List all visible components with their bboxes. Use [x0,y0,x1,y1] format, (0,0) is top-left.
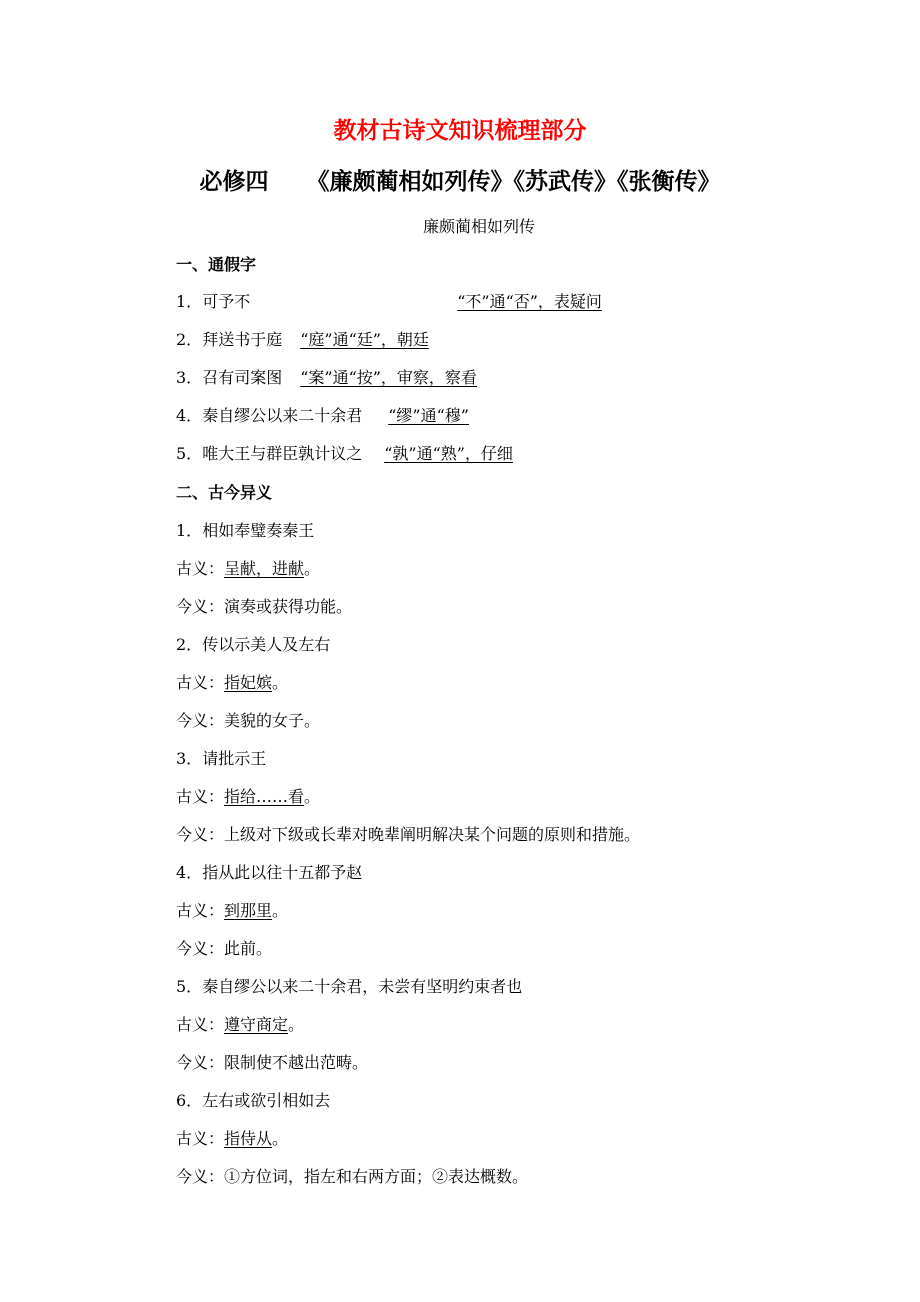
item-answer: “孰”通“熟”，仔细 [384,444,513,463]
ancient-meaning: 古义：遵守商定。 [176,1015,305,1034]
ancient-value: 到那里 [224,901,273,920]
item-number: 3． [176,368,203,387]
modern-label: 今义： [176,1167,225,1186]
section-title: 廉颇蔺相如列传 [422,217,535,236]
item-sentence: 秦自缪公以来二十余君，未尝有坚明约束者也 [202,977,523,996]
item-number: 1． [176,292,203,311]
ancient-value: 指妃嫔 [224,673,273,692]
item-sentence: 指从此以往十五都予赵 [202,863,363,882]
item-number: 4． [176,863,203,882]
ancient-value: 指给……看 [224,787,305,806]
modern-value: 演奏或获得功能。 [224,597,353,616]
ancient-meaning: 古义：指妃嫔。 [176,673,289,692]
modern-value: 美貌的女子。 [224,711,321,730]
modern-value: 此前。 [224,939,273,958]
modern-label: 今义： [176,597,225,616]
modern-label: 今义： [176,1053,225,1072]
item-text: 唯大王与群臣孰计议之 [202,444,363,463]
section-heading-gujinyiyi: 二、古今异义 [176,483,273,502]
modern-label: 今义： [176,939,225,958]
item-text: 召有司案图 [202,368,283,387]
item-text: 拜送书于庭 [202,330,283,349]
ancient-value: 指侍从 [224,1129,273,1148]
modern-value: ①方位词，指左和右两方面；②表达概数。 [224,1167,529,1186]
ancient-meaning: 古义：呈献，进献。 [176,559,321,578]
sub-title-texts: 《廉颇蔺相如列传》《苏武传》《张衡传》 [306,169,721,195]
item-answer: “不”通“否”，表疑问 [457,292,602,311]
ancient-meaning: 古义：指侍从。 [176,1129,289,1148]
item-number: 3． [176,749,203,768]
ancient-label: 古义： [176,673,225,692]
sub-title-volume: 必修四 [199,169,269,195]
main-title: 教材古诗文知识梳理部分 [333,118,587,144]
modern-meaning [176,710,320,732]
modern-meaning [176,596,352,618]
ancient-meaning: 古义：指给……看。 [176,787,321,806]
list-item [176,291,602,313]
item-sentence: 请批示王 [202,749,267,768]
list-item [176,329,429,351]
list-item [176,367,477,389]
modern-meaning [176,938,272,960]
item-answer: “庭”通“廷”，朝廷 [300,330,429,349]
item-text: 可予不 [202,292,251,311]
list-item [176,862,362,884]
item-number: 5． [176,977,203,996]
item-number: 2． [176,635,203,654]
modern-value: 上级对下级或长辈对晚辈阐明解决某个问题的原则和措施。 [224,825,641,844]
ancient-value: 呈献，进献 [224,559,305,578]
item-number: 1． [176,521,203,540]
sub-title [0,163,920,196]
item-number: 2． [176,330,203,349]
item-number: 6． [176,1091,203,1110]
list-item [176,634,330,656]
item-sentence: 左右或欲引相如去 [202,1091,331,1110]
list-item [176,443,513,465]
item-answer: “缪”通“穆” [388,406,469,425]
list-item [176,405,469,427]
list-item [176,748,266,770]
ancient-label: 古义： [176,901,225,920]
ancient-label: 古义： [176,1015,225,1034]
modern-meaning [176,1052,368,1074]
modern-label: 今义： [176,825,225,844]
item-sentence: 传以示美人及左右 [202,635,331,654]
list-item [176,1090,330,1112]
item-number: 4． [176,406,203,425]
ancient-label: 古义： [176,1129,225,1148]
modern-label: 今义： [176,711,225,730]
item-number: 5． [176,444,203,463]
ancient-label: 古义： [176,787,225,806]
modern-meaning [176,1166,528,1188]
ancient-label: 古义： [176,559,225,578]
item-answer: “案”通“按”，审察，察看 [300,368,477,387]
ancient-meaning: 古义：到那里。 [176,901,289,920]
list-item [176,520,314,542]
item-text: 秦自缪公以来二十余君 [202,406,363,425]
ancient-value: 遵守商定 [224,1015,289,1034]
list-item [176,976,522,998]
item-sentence: 相如奉璧奏秦王 [202,521,315,540]
modern-meaning [176,824,640,846]
modern-value: 限制使不越出范畴。 [224,1053,369,1072]
section-heading-tongjiazi: 一、通假字 [176,255,257,274]
